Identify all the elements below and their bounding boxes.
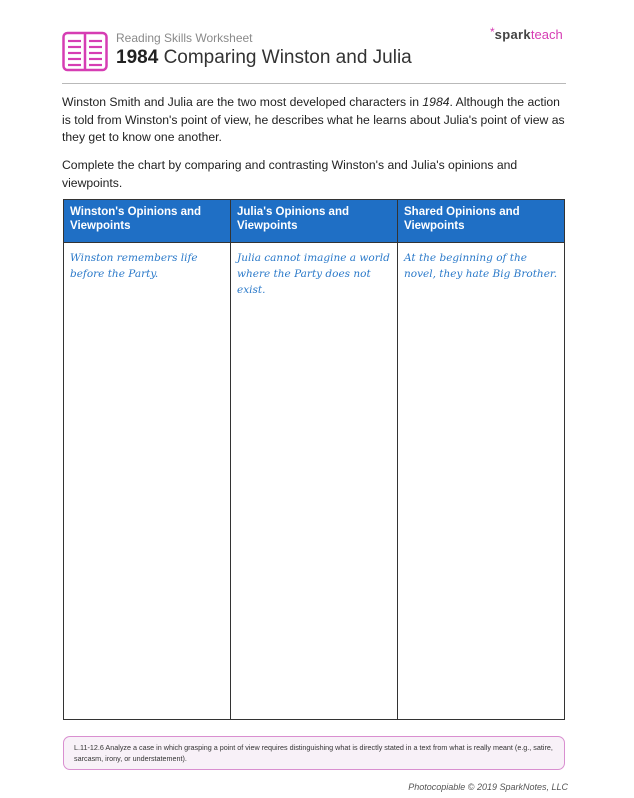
- intro-paragraph: Winston Smith and Julia are the two most developed characters in 1984. Although the action is told from Winston's point of view, he describes what he learns about Julia's point of view as they get to know one another.: [62, 95, 565, 144]
- sparkteach-logo: [490, 27, 563, 42]
- column-entry[interactable]: Julia cannot imagine a world where the Party does not exist.: [237, 252, 390, 296]
- copyright-footer: Photocopiable © 2019 SparkNotes, LLC: [408, 782, 568, 792]
- brand-teach: teach: [530, 27, 563, 42]
- page-title: [116, 47, 412, 69]
- header-divider: [62, 83, 566, 84]
- chart-column-winston: [64, 200, 230, 719]
- standard-note: L.11-12.6 Analyze a case in which grasping a point of view requires distinguishing what is directly stated in a text from what is really meant (e.g., satire, sarcasm, irony, or understatement).: [63, 736, 565, 770]
- asterisk-icon: *: [490, 25, 495, 39]
- column-entry[interactable]: Winston remembers life before the Party.: [70, 252, 198, 280]
- title-number: 1984: [116, 47, 159, 68]
- column-heading: Julia's Opinions and Viewpoints: [231, 200, 397, 243]
- title-text: Comparing Winston and Julia: [163, 47, 412, 68]
- brand-spark: spark: [494, 27, 531, 42]
- chart-column-julia: [230, 200, 397, 719]
- open-book-icon: [62, 30, 108, 72]
- column-entry[interactable]: At the beginning of the novel, they hate Big Brother.: [404, 252, 558, 280]
- column-heading: Shared Opinions and Viewpoints: [398, 200, 564, 243]
- column-heading: Winston's Opinions and Viewpoints: [64, 200, 230, 243]
- instructions-paragraph: Complete the chart by comparing and contrasting Winston's and Julia's opinions and viewpoints.: [62, 158, 518, 190]
- worksheet-subtitle: Reading Skills Worksheet: [116, 31, 253, 45]
- chart-column-shared: [397, 200, 564, 719]
- comparison-chart: [63, 199, 565, 720]
